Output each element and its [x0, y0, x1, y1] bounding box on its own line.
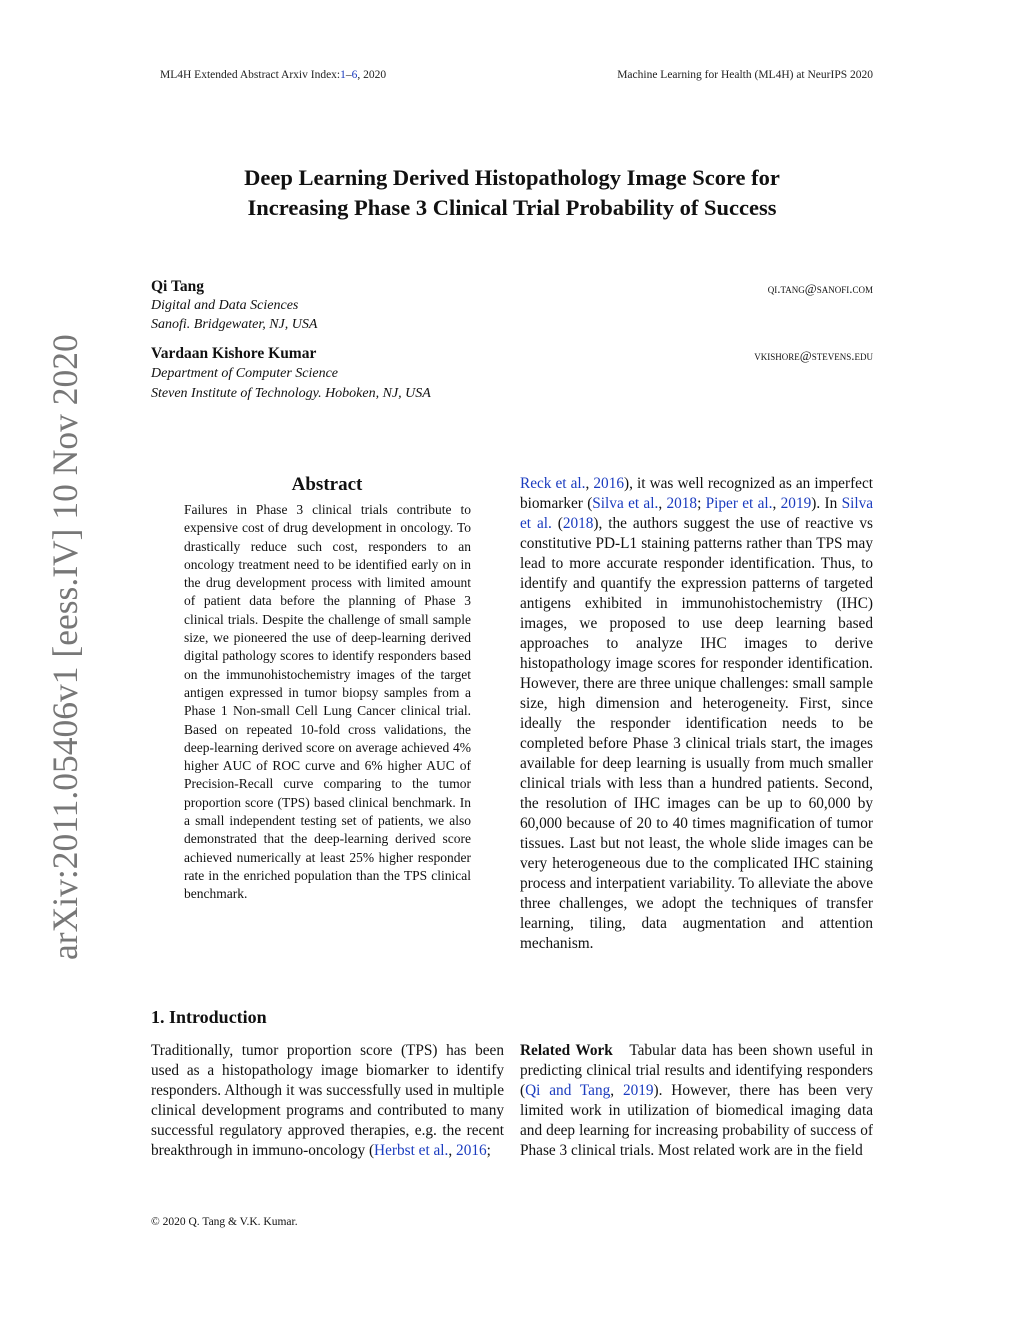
section-heading-introduction: 1. Introduction: [151, 1007, 267, 1027]
citation-link[interactable]: 2016: [456, 1142, 487, 1159]
running-header-left: ML4H Extended Abstract Arxiv Index:1–6, 2020: [160, 69, 387, 81]
abstract-heading: Abstract: [291, 474, 363, 495]
citation-link[interactable]: Qi and Tang: [525, 1082, 611, 1099]
author-affiliation: Digital and Data Sciences: [151, 298, 299, 313]
index-link-start[interactable]: 1: [340, 69, 346, 81]
abstract-text: Failures in Phase 3 clinical trials contribute to expensive cost of drug development in oncology. To drastically reduce such cost, responders to an oncology treatment need to be identified early on in the drug development process with limited amount of patient data before the planning of Phase 3 clinical trials. Despite the challenge of small sample size, we pioneered the use of deep-learning derived digital pathology scores to identify responders based on the immunohistochemistry images of the target antigen expressed in tumor biopsy samples from a Phase 1 Non-small Cell Lung Cancer clinical trial. Based on repeated 10-fold cross validations, the deep-learning derived score on average achieved 4% higher AUC of ROC curve and 6% higher AUC of Precision-Recall curve comparing to the tumor proportion score (TPS) based clinical benchmark. In a small independent testing set of patients, we also demonstrated that the deep-learning derived score achieved numerically at least 25% higher responder rate in the enriched population than the TPS clinical benchmark.: [184, 502, 471, 902]
paper-title-line1: Deep Learning Derived Histopathology Image Score for: [244, 165, 780, 190]
arxiv-stamp: arXiv:2011.05406v1 [eess.IV] 10 Nov 2020: [45, 334, 85, 960]
author-email[interactable]: qi.tang@sanofi.com: [767, 281, 873, 296]
citation-link[interactable]: 2018: [666, 495, 698, 512]
right-column-paragraph: Reck et al., 2016), it was well recognized as an imperfect biomarker (Silva et al., 2018; Piper et al., 2019). In Silva et al. (2018), the authors suggest the use of reactive vs constitutive PD-L1 staining patterns rather than TPS may lead to more accurate responder identification. Thus, to identify and quantify the expression patterns of targeted antigens exhibited in immunohistochemistry (IHC) images, we proposed to use deep learning based approaches to analyze IHC images to derive histopathology image scores for responder identification. However, there are three unique challenges: small sample size, high dimension and heterogeneity. First, since ideally the responder identification needs to be completed before Phase 3 clinical trials start, the images available for deep learning is usually from much smaller clinical trials with less than a hundred patients. Second, the resolution of IHC images can be up to 60,000 by 60,000 because of 20 to 40 times magnification of tumor tissues. Last but not least, the whole slide images can be very heterogeneous due to the complicated IHC staining process and interpatient variability. To alleviate the above three challenges, we adopt the techniques of transfer learning, tiling, data augmentation and attention mechanism.: [520, 475, 874, 952]
citation-link[interactable]: Piper et al.: [705, 495, 773, 512]
index-link-end[interactable]: 6: [351, 69, 358, 81]
author-name: Vardaan Kishore Kumar: [151, 345, 317, 362]
citation-link[interactable]: Herbst et al.: [374, 1142, 449, 1159]
author-email[interactable]: vkishore@stevens.edu: [754, 348, 873, 363]
citation-link[interactable]: 2016: [593, 475, 624, 492]
abstract-body: [184, 501, 471, 904]
related-work-paragraph: Related Work Tabular data has been shown useful in predicting clinical trial results and identifying responders (Qi and Tang, 2019). However, there has been very limited work in utilization of biomedical imaging data and deep learning for increasing probability of success of Phase 3 clinical trials. Most related work are in the field: [520, 1042, 873, 1159]
copyright-icon: ©: [151, 1216, 160, 1228]
author-name: Qi Tang: [151, 278, 204, 295]
citation-link[interactable]: 2019: [622, 1082, 654, 1099]
author-affiliation: Steven Institute of Technology. Hoboken, NJ, USA: [151, 386, 431, 401]
paper-title-line2: Increasing Phase 3 Clinical Trial Probability of Success: [247, 195, 777, 220]
related-work-heading: Related Work: [520, 1042, 613, 1059]
copyright-footer: © 2020 Q. Tang & V.K. Kumar.: [151, 1216, 298, 1228]
running-header-right: Machine Learning for Health (ML4H) at NeurIPS 2020: [617, 69, 873, 81]
citation-link[interactable]: Reck et al.: [520, 475, 586, 492]
author-affiliation: Sanofi. Bridgewater, NJ, USA: [151, 317, 318, 332]
citation-link[interactable]: Silva et al.: [592, 495, 659, 512]
intro-paragraph: Traditionally, tumor proportion score (TPS) has been used as a histopathology image biomarker to identify responders. Although it was successfully used in multiple clinical development programs and contributed to many successful regulatory approved therapies, e.g. the recent breakthrough in immuno-oncology (Herbst et al., 2016;: [151, 1042, 504, 1159]
citation-link[interactable]: Silva et al.: [520, 495, 874, 532]
citation-link[interactable]: 2019: [780, 495, 812, 512]
author-affiliation: Department of Computer Science: [151, 366, 339, 381]
citation-link[interactable]: 2018: [562, 515, 594, 532]
